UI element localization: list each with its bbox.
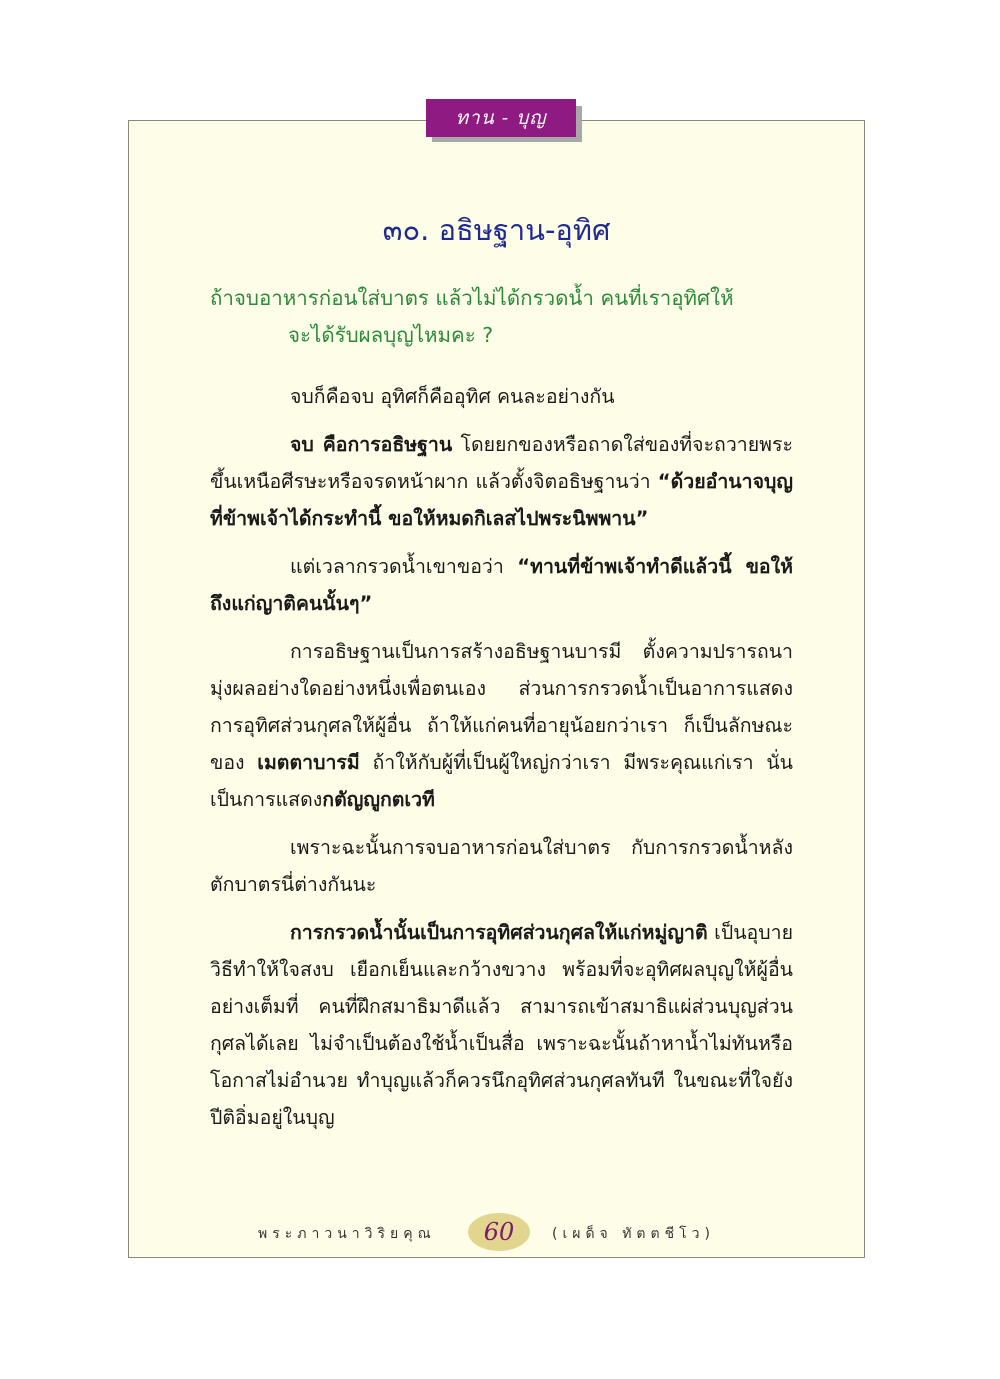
footer-author: (เผด็จ ทัตตชีโว): [552, 1226, 715, 1242]
paragraph-1-text: จบก็คือจบ อุทิศก็คืออุทิศ คนละอย่างกัน: [290, 385, 615, 408]
answer-body: [210, 378, 793, 1147]
paragraph-1: [210, 378, 793, 415]
question-line-1: ถ้าจบอาหารก่อนใส่บาตร แล้วไม่ได้กรวดน้ำ คนที่เราอุทิศให้: [210, 286, 734, 310]
page-title: ๓๐. อธิษฐาน-อุทิศ: [382, 213, 611, 247]
section-tag: ทาน - บุญ: [426, 99, 576, 137]
question: [210, 280, 810, 354]
paragraph-5-text: เพราะฉะนั้นการจบอาหารก่อนใส่บาตร กับการกรวดน้ำหลังตักบาตรนี่ต่างกันนะ: [210, 836, 793, 896]
question-line-2: จะได้รับผลบุญไหมคะ ?: [288, 323, 494, 347]
paragraph-4-text-2: ถ้าให้กับผู้ที่เป็นผู้ใหญ่กว่าเรา มีพระคุณแก่เรา นั่นเป็นการแสดง: [210, 751, 793, 811]
paragraph-6-bold-1: การกรวดน้ำนั้นเป็นการอุทิศส่วนกุศลให้แก่หมู่ญาติ: [290, 921, 708, 944]
paragraph-2: [210, 426, 793, 537]
paragraph-2-bold-1: จบ คือการอธิษฐาน: [290, 433, 453, 456]
footer-book-title: พระภาวนาวิริยคุณ: [258, 1226, 436, 1242]
paragraph-3-text-1: แต่เวลากรวดน้ำเขาขอว่า: [290, 555, 518, 578]
page-number: 60: [468, 1213, 530, 1251]
page-footer: [0, 1213, 1000, 1253]
paragraph-3-bold-1: “ทานที่ข้าพเจ้าทำดีแล้วนี้ ขอให้ถึงแก่ญาติคนนั้นๆ”: [210, 555, 793, 615]
paragraph-2-bold-2: “ด้วยอำนาจบุญที่ข้าพเจ้าได้กระทำนี้ ขอให้หมดกิเลสไปพระนิพพาน”: [210, 470, 793, 530]
paragraph-5: [210, 829, 793, 903]
paragraph-4-bold-1: เมตตาบารมี: [257, 751, 360, 774]
paragraph-4: [210, 633, 793, 818]
paragraph-4-text-1: การอธิษฐานเป็นการสร้างอธิษฐานบารมี ตั้งความปรารถนามุ่งผลอย่างใดอย่างหนึ่งเพื่อตนเอง ส่วนการกรวดน้ำเป็นอาการแสดงการอุทิศส่วนกุศลให้ผู้อื่น ถ้าให้แก่คนที่อายุน้อยกว่าเรา ก็เป็นลักษณะของ: [210, 640, 793, 774]
paragraph-4-bold-2: กตัญญูกตเวที: [322, 788, 435, 811]
paragraph-3: [210, 548, 793, 622]
paragraph-6-text-1: เป็นอุบายวิธีทำให้ใจสงบ เยือกเย็นและกว้างขวาง พร้อมที่จะอุทิศผลบุญให้ผู้อื่นอย่างเต็มที่ คนที่ฝึกสมาธิมาดีแล้ว สามารถเข้าสมาธิแผ่ส่วนบุญส่วนกุศลได้เลย ไม่จำเป็นต้องใช้น้ำเป็นสื่อ เพราะฉะนั้นถ้าหาน้ำไม่ทันหรือโอกาสไม่อำนวย ทำบุญแล้วก็ควรนึกอุทิศส่วนกุศลทันที ในขณะที่ใจยังปีติอิ่มอยู่ในบุญ: [210, 921, 793, 1129]
paragraph-2-text-1: โดยยกของหรือถาดใส่ของที่จะถวายพระขึ้นเหนือศีรษะหรือจรดหน้าผาก แล้วตั้งจิตอธิษฐานว่า: [210, 433, 793, 493]
paragraph-6: [210, 914, 793, 1136]
